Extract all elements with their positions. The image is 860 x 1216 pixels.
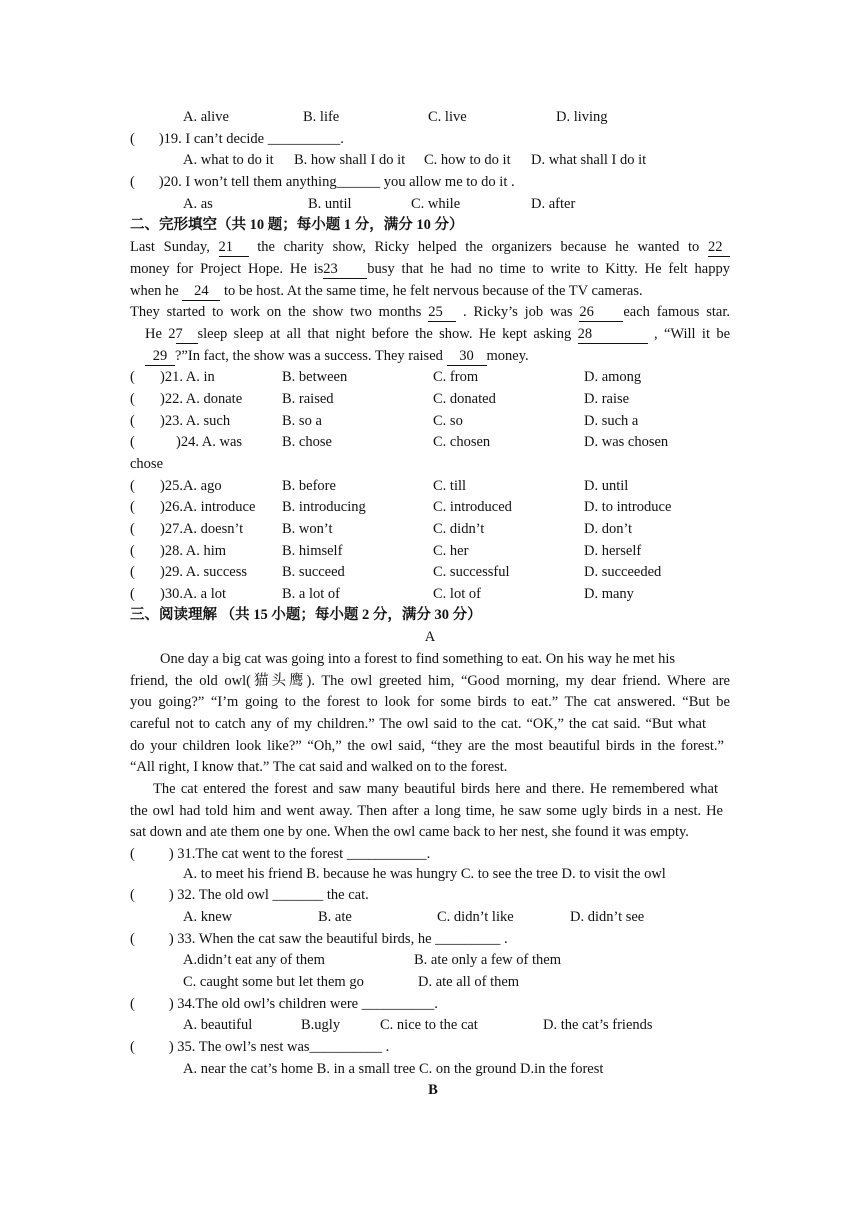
q18-option-b: B. life <box>303 109 340 125</box>
q25-option-d: D. until <box>584 478 629 494</box>
q21-option-d: D. among <box>584 369 642 385</box>
text: They started to work on the show two months <box>130 304 422 320</box>
blank-27: 7 <box>176 325 198 344</box>
q28-option-c: C. her <box>433 543 469 559</box>
q20-option-d: D. after <box>531 196 576 212</box>
section-2-title: 二、完形填空（共 10 题；每小题 1 分，满分 10 分） <box>130 217 464 233</box>
passage-a-line: sat down and ate them one by one. When the owl came back to her nest, she found it was empty. <box>130 824 689 840</box>
blank-26: 26 <box>579 303 623 322</box>
q32-option-d: D. didn’t see <box>570 909 645 925</box>
q28-option-b: B. himself <box>282 543 343 559</box>
q25-option-c: C. till <box>433 478 467 494</box>
blank-29: 29 <box>145 347 175 366</box>
cloze-question <box>130 368 135 386</box>
q33-option-c: C. caught some but let them go <box>183 974 364 990</box>
passage-b-label: B <box>428 1082 438 1098</box>
q18-option-d: D. living <box>556 109 608 125</box>
text: when he <box>130 283 179 299</box>
q34-option-b: B.ugly <box>301 1017 341 1033</box>
q29-option-c: C. successful <box>433 564 510 580</box>
text: sleep at all that night before the show. He kept asking <box>233 326 572 342</box>
question-31 <box>130 845 430 863</box>
passage-a-line: friend, the old owl(猫头鹰). The owl greeted him, “Good morning, my dear friend. Where are <box>130 673 730 689</box>
q29-option-a: )29. A. success <box>160 564 247 580</box>
blank-30: 30 <box>447 347 487 366</box>
q27-option-a: )27.A. doesn’t <box>160 521 244 537</box>
cloze-line-1 <box>130 238 730 257</box>
question-32-blank: _______ <box>272 887 324 903</box>
text: Last Sunday, <box>130 239 210 255</box>
q33-option-d: D. ate all of them <box>418 974 520 990</box>
q19-option-a: A. what to do it <box>183 152 274 168</box>
blank-23: 23 <box>323 260 367 279</box>
passage-a-line: you going?” “I’m going to the forest to look for some birds to eat.” The cat answered. “But be <box>130 694 730 710</box>
q29-option-b: B. succeed <box>282 564 345 580</box>
q25-option-b: B. before <box>282 478 336 494</box>
answer-paren: ( <box>130 564 135 580</box>
answer-paren: ( <box>130 543 135 559</box>
question-35-options: A. near the cat’s home B. in a small tree C. on the ground D.in the forest <box>183 1061 604 1077</box>
blank-25: 25 <box>428 303 456 322</box>
q34-option-c: C. nice to the cat <box>380 1017 478 1033</box>
cloze-question <box>130 520 135 538</box>
q34-option-a: A. beautiful <box>183 1017 253 1033</box>
text: busy that he had no time to write to Kitty. He felt happy <box>367 261 730 277</box>
q24-option-b: B. chose <box>282 434 332 450</box>
answer-paren: ( <box>130 174 135 190</box>
q28-option-a: )28. A. him <box>160 543 227 559</box>
question-20-blank: ______ <box>336 174 381 190</box>
cloze-question <box>130 390 135 408</box>
section-3-title: 三、阅读理解 （共 15 小题；每小题 2 分，满分 30 分） <box>130 607 482 623</box>
answer-paren: ( <box>130 369 135 385</box>
question-34 <box>130 995 438 1013</box>
q32-option-c: C. didn’t like <box>437 909 514 925</box>
period: . <box>434 996 438 1012</box>
answer-paren: ( <box>130 931 135 947</box>
q23-option-b: B. so a <box>282 413 322 429</box>
q21-option-b: B. between <box>282 369 348 385</box>
q32-option-a: A. knew <box>183 909 233 925</box>
passage-a-line: the owl had told him and went away. Then after a long time, he saw some ugly birds in a nest. He <box>130 803 723 819</box>
q30-option-c: C. lot of <box>433 586 481 602</box>
passage-a-label: A <box>424 629 436 645</box>
period: . <box>500 931 508 947</box>
text: ?”In fact, the show was a success. They raised <box>175 348 443 364</box>
text: to be host. At the same time, he felt nervous because of the TV cameras. <box>223 283 643 299</box>
answer-paren: ( <box>130 131 135 147</box>
q27-option-d: D. don’t <box>584 521 633 537</box>
question-33 <box>130 930 508 948</box>
q23-option-c: C. so <box>433 413 463 429</box>
answer-paren: ( <box>130 887 135 903</box>
passage-a-line: One day a big cat was going into a forest to find something to eat. On his way he met his <box>160 651 676 667</box>
q33-option-a: A.didn’t eat any of them <box>183 952 325 968</box>
answer-paren: ( <box>130 846 135 862</box>
q21-option-c: C. from <box>433 369 479 385</box>
q26-option-c: C. introduced <box>433 499 512 515</box>
answer-paren: ( <box>130 521 135 537</box>
q19-option-b: B. how shall I do it <box>294 152 406 168</box>
question-20 <box>130 173 515 191</box>
question-32 <box>130 886 369 904</box>
q24-option-a: )24. A. was <box>176 434 243 450</box>
period: . <box>382 1039 390 1055</box>
text: money for Project Hope. He is <box>130 261 324 277</box>
blank-21: 21 <box>219 238 249 257</box>
q34-option-d: D. the cat’s friends <box>543 1017 653 1033</box>
cloze-question <box>130 498 135 516</box>
period: . <box>340 131 344 147</box>
q26-option-d: D. to introduce <box>584 499 672 515</box>
cloze-line-5 <box>145 325 730 344</box>
passage-a-line: careful not to catch any of my children.” The owl said to the cat. “OK,” the cat said. “But what <box>130 716 706 732</box>
q28-option-d: D. herself <box>584 543 642 559</box>
question-33-blank: _________ <box>435 931 501 947</box>
q24-option-a-wrap: chose <box>130 456 164 472</box>
q19-option-d: D. what shall I do it <box>531 152 647 168</box>
cloze-line-6 <box>145 347 529 366</box>
answer-paren: ( <box>130 1039 135 1055</box>
answer-paren: ( <box>130 996 135 1012</box>
q22-option-c: C. donated <box>433 391 496 407</box>
question-31-options: A. to meet his friend B. because he was hungry C. to see the tree D. to visit the owl <box>183 866 666 882</box>
cloze-question <box>130 433 135 451</box>
q24-option-c: C. chosen <box>433 434 491 450</box>
question-20-rest: you allow me to do it . <box>380 174 515 190</box>
text: money. <box>486 348 529 364</box>
q22-option-d: D. raise <box>584 391 630 407</box>
q32-option-b: B. ate <box>318 909 352 925</box>
answer-paren: ( <box>130 499 135 515</box>
answer-paren: ( <box>130 586 135 602</box>
question-32-stem: ) 32. The old owl <box>168 887 269 903</box>
q30-option-b: B. a lot of <box>282 586 340 602</box>
answer-paren: ( <box>130 413 135 429</box>
question-34-stem: ) 34.The old owl’s children were <box>168 996 359 1012</box>
question-34-blank: __________ <box>361 996 435 1012</box>
q18-option-a: A. alive <box>183 109 229 125</box>
cloze-line-4 <box>130 303 730 322</box>
q30-option-d: D. many <box>584 586 634 602</box>
q18-option-c: C. live <box>428 109 467 125</box>
question-20-stem: )20. I won’t tell them anything <box>158 174 337 190</box>
q33-option-b: B. ate only a few of them <box>414 952 561 968</box>
q27-option-b: B. won’t <box>282 521 333 537</box>
q22-option-a: )22. A. donate <box>160 391 243 407</box>
cloze-line-2 <box>130 260 730 279</box>
q29-option-d: D. succeeded <box>584 564 662 580</box>
q19-option-c: C. how to do it <box>424 152 511 168</box>
cloze-question <box>130 585 135 603</box>
q27-option-c: C. didn’t <box>433 521 485 537</box>
q20-option-c: C. while <box>411 196 461 212</box>
cloze-question <box>130 563 135 581</box>
passage-a-line: do your children look like?” “Oh,” the owl said, “they are the most beautiful birds in the forest.” <box>130 738 724 754</box>
q26-option-b: B. introducing <box>282 499 366 515</box>
text: the charity show, Ricky helped the organizers because he wanted to <box>257 239 700 255</box>
question-19-blank: __________ <box>267 131 341 147</box>
q20-option-b: B. until <box>308 196 352 212</box>
text: , “Will it be <box>653 326 731 342</box>
q26-option-a: )26.A. introduce <box>160 499 256 515</box>
passage-a-line: “All right, I know that.” The cat said and walked on to the forest. <box>130 759 508 775</box>
question-31-blank: ___________ <box>346 846 427 862</box>
q20-option-a: A. as <box>183 196 213 212</box>
question-35-blank: __________ <box>309 1039 383 1055</box>
q23-option-d: D. such a <box>584 413 639 429</box>
period: . <box>426 846 431 862</box>
text: . Ricky’s job was <box>463 304 573 320</box>
q23-option-a: )23. A. such <box>160 413 231 429</box>
blank-28: 28 <box>578 325 648 344</box>
cloze-question <box>130 477 135 495</box>
text: each famous star. <box>623 304 731 320</box>
q30-option-a: )30.A. a lot <box>160 586 227 602</box>
answer-paren: ( <box>130 434 135 450</box>
question-19 <box>130 130 344 148</box>
cloze-question <box>130 542 135 560</box>
text: He 27 sleep <box>145 326 228 342</box>
text: the cat. <box>323 887 369 903</box>
q25-option-a: )25.A. ago <box>160 478 222 494</box>
answer-paren: ( <box>130 391 135 407</box>
question-35-stem: ) 35. The owl’s nest was <box>168 1039 310 1055</box>
blank-22: 22 <box>708 238 730 257</box>
q21-option-a: )21. A. in <box>160 369 215 385</box>
answer-paren: ( <box>130 478 135 494</box>
passage-a-line: The cat entered the forest and saw many beautiful birds here and there. He remembered what <box>153 781 718 797</box>
q24-option-d: D. was chosen <box>584 434 669 450</box>
question-31-stem: ) 31.The cat went to the forest <box>168 846 344 862</box>
question-33-stem: ) 33. When the cat saw the beautiful birds, he <box>168 931 432 947</box>
q22-option-b: B. raised <box>282 391 334 407</box>
question-35 <box>130 1038 389 1056</box>
cloze-question <box>130 412 135 430</box>
cloze-line-3 <box>130 282 643 301</box>
question-19-stem: )19. I can’t decide <box>158 131 265 147</box>
blank-24: 24 <box>182 282 220 301</box>
